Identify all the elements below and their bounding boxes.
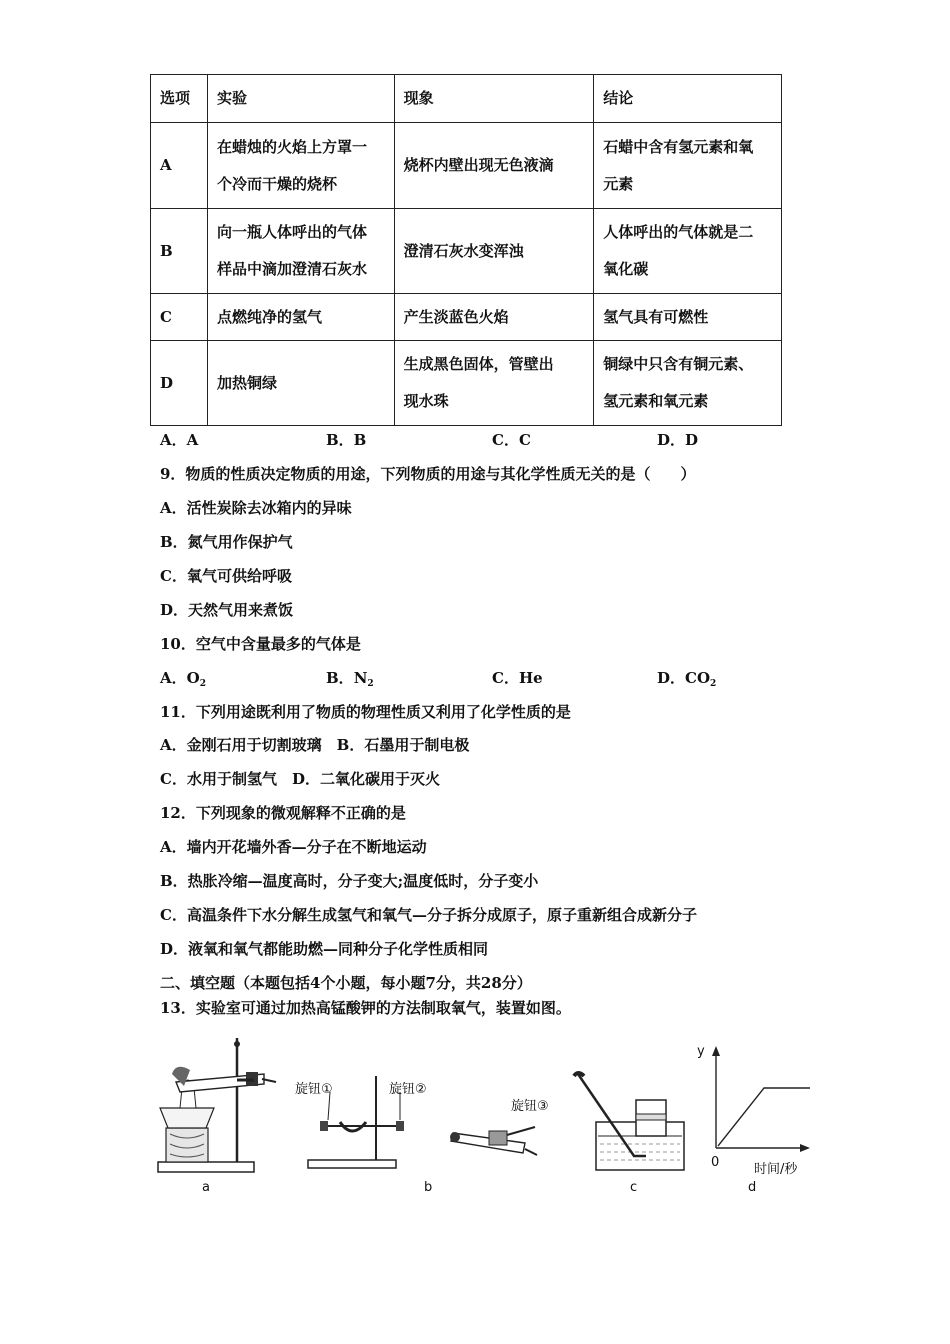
phenomenon-cell: 产生淡蓝色火焰: [394, 294, 594, 341]
option-label: D．: [657, 669, 686, 687]
option-cell: B: [151, 209, 208, 294]
graph-x-label: 时间/秒: [754, 1162, 798, 1177]
phenomenon-cell: [394, 123, 594, 209]
cell-line: 烧杯内壁出现无色液滴: [403, 156, 554, 174]
q10-option-d: [657, 667, 716, 689]
subscript: 2: [199, 679, 206, 689]
experiment-cell: [207, 123, 394, 209]
figure-label-d: d: [748, 1180, 757, 1195]
q10-stem: 10．空气中含量最多的气体是: [160, 635, 361, 653]
knob3-label: 旋钮③: [511, 1099, 549, 1114]
q8-option-b: B．B: [326, 431, 367, 449]
cell-line: 生成黑色固体，管壁出: [403, 355, 554, 373]
formula: CO: [685, 669, 711, 687]
q10-option-c: [492, 667, 543, 688]
experiment-cell: [207, 209, 394, 294]
cell-line: 氧化碳: [603, 260, 649, 278]
graph-y-label: y: [697, 1044, 705, 1059]
conclusion-cell: [594, 341, 782, 426]
x-axis-arrow: [800, 1144, 810, 1152]
figure-label-a: a: [202, 1180, 210, 1195]
table-row: [151, 341, 782, 426]
q13-stem: 13．实验室可通过加热高锰酸钾的方法制取氧气，装置如图。: [160, 999, 571, 1017]
q11-stem: 11．下列用途既利用了物质的物理性质又利用了化学性质的是: [160, 703, 571, 721]
header-cell: 结论: [594, 75, 782, 123]
cell-line: 石蜡中含有氢元素和氧: [603, 137, 754, 156]
header-cell: 现象: [394, 75, 594, 123]
cell-line: 在蜡烛的火焰上方罩一: [216, 137, 367, 156]
cell-line: 澄清石灰水变浑浊: [403, 241, 524, 260]
subscript: 2: [710, 679, 717, 689]
table-row: [151, 209, 782, 294]
cell-line: 现水珠: [403, 392, 449, 410]
q9-option-a: A．活性炭除去冰箱内的异味: [160, 499, 352, 517]
q12-option-c: C．高温条件下水分解生成氢气和氧气—分子拆分成原子，原子重新组合成新分子: [160, 906, 697, 924]
header-cell: 选项: [151, 75, 208, 123]
figure-label-b: b: [424, 1180, 433, 1195]
phenomenon-cell: [394, 341, 594, 426]
q9-option-b: B．氮气用作保护气: [160, 533, 293, 551]
cell-line: 元素: [603, 174, 634, 193]
q12-option-b: B．热胀冷缩—温度高时，分子变大;温度低时，分子变小: [160, 872, 539, 890]
figure-label-c: c: [630, 1180, 638, 1195]
cell-line: 样品中滴加澄清石灰水: [216, 260, 367, 278]
apparatus-c-tube-figure: [445, 1105, 545, 1165]
conclusion-cell: [594, 209, 782, 294]
option-cell: D: [151, 341, 208, 426]
q12-option-a: A．墙内开花墙外香—分子在不断地运动: [160, 838, 427, 856]
section-heading: 二、填空题（本题包括4个小题，每小题7分，共28分）: [160, 974, 532, 992]
q8-option-c: C．C: [492, 431, 531, 449]
experiment-table: [150, 74, 782, 426]
phenomenon-cell: [394, 209, 594, 294]
table-row: [151, 123, 782, 209]
graph-origin-label: 0: [711, 1155, 720, 1170]
experiment-cell: 点燃纯净的氢气: [207, 294, 394, 341]
q12-option-d: D．液氧和氧气都能助燃—同种分子化学性质相同: [160, 940, 489, 958]
q11-options-line2: C．水用于制氢气 D．二氧化碳用于灭火: [160, 770, 440, 788]
cell-line: 氢元素和氧元素: [603, 392, 709, 410]
q9-option-c: C．氧气可供给呼吸: [160, 567, 292, 585]
q9-stem: 9．物质的性质决定物质的用途，下列物质的用途与其化学性质无关的是（ ）: [160, 465, 696, 483]
knob1-label: 旋钮①: [295, 1082, 333, 1097]
subscript: 2: [367, 679, 374, 689]
option-label: C．: [492, 669, 519, 687]
q12-stem: 12．下列现象的微观解释不正确的是: [160, 804, 406, 822]
cell-line: 个冷而干燥的烧杯: [216, 174, 337, 193]
q9-option-d: D．天然气用来煮饭: [160, 601, 294, 619]
formula: N: [353, 669, 368, 687]
table-row: [151, 294, 782, 341]
cell-line: 向一瓶人体呼出的气体: [216, 223, 367, 241]
conclusion-cell: 氢气具有可燃性: [594, 294, 782, 341]
graph-d: [700, 1042, 812, 1154]
experiment-cell: 加热铜绿: [207, 341, 394, 426]
q8-option-a: A．A: [160, 431, 199, 449]
knob2-label: 旋钮②: [389, 1082, 427, 1097]
q10-option-b: [326, 667, 374, 689]
option-cell: C: [151, 294, 208, 341]
apparatus-a-figure: [150, 1030, 280, 1180]
y-axis-arrow: [712, 1046, 720, 1056]
graph-line: [718, 1088, 810, 1146]
q8-option-d: D．D: [657, 431, 699, 449]
apparatus-c-trough-figure: [570, 1070, 690, 1174]
option-label: B．: [326, 669, 354, 687]
formula: O: [186, 669, 200, 687]
q11-options-line1: A．金刚石用于切割玻璃 B．石墨用于制电极: [160, 736, 470, 754]
q10-option-a: [160, 667, 206, 689]
table-header-row: [151, 75, 782, 123]
cell-line: 人体呼出的气体就是二: [603, 223, 754, 241]
header-cell: 实验: [207, 75, 394, 123]
conclusion-cell: [594, 123, 782, 209]
cell-line: 铜绿中只含有铜元素、: [603, 355, 754, 373]
option-label: A．: [160, 669, 187, 687]
formula: He: [518, 669, 543, 687]
option-cell: A: [151, 123, 208, 209]
